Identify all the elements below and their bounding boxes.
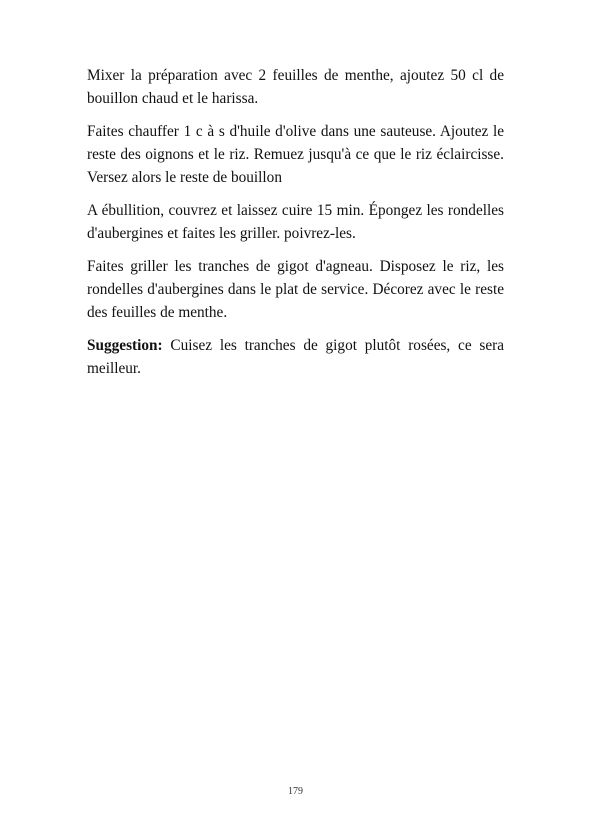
suggestion-paragraph xyxy=(87,334,504,380)
suggestion-label: Suggestion: xyxy=(87,337,163,354)
page-number: 179 xyxy=(288,786,303,797)
recipe-body xyxy=(87,64,504,390)
paragraph-boil: A ébullition, couvrez et laissez cuire 15 min. Épongez les rondelles d'aubergines et faites les griller. poivrez-les. xyxy=(87,202,504,242)
paragraph-heat-oil: Faites chauffer 1 c à s d'huile d'olive dans une sauteuse. Ajoutez le reste des oignons et le riz. Remuez jusqu'à ce que le riz éclaircisse. Versez alors le reste de bouillon xyxy=(87,123,504,186)
paragraph-grill-lamb: Faites griller les tranches de gigot d'agneau. Disposez le riz, les rondelles d'aubergines dans le plat de service. Décorez avec le reste des feuilles de menthe. xyxy=(87,258,504,321)
paragraph-mix: Mixer la préparation avec 2 feuilles de menthe, ajoutez 50 cl de bouillon chaud et le harissa. xyxy=(87,67,504,107)
suggestion-text: Cuisez les tranches de gigot plutôt rosées, ce sera meilleur. xyxy=(87,337,504,377)
